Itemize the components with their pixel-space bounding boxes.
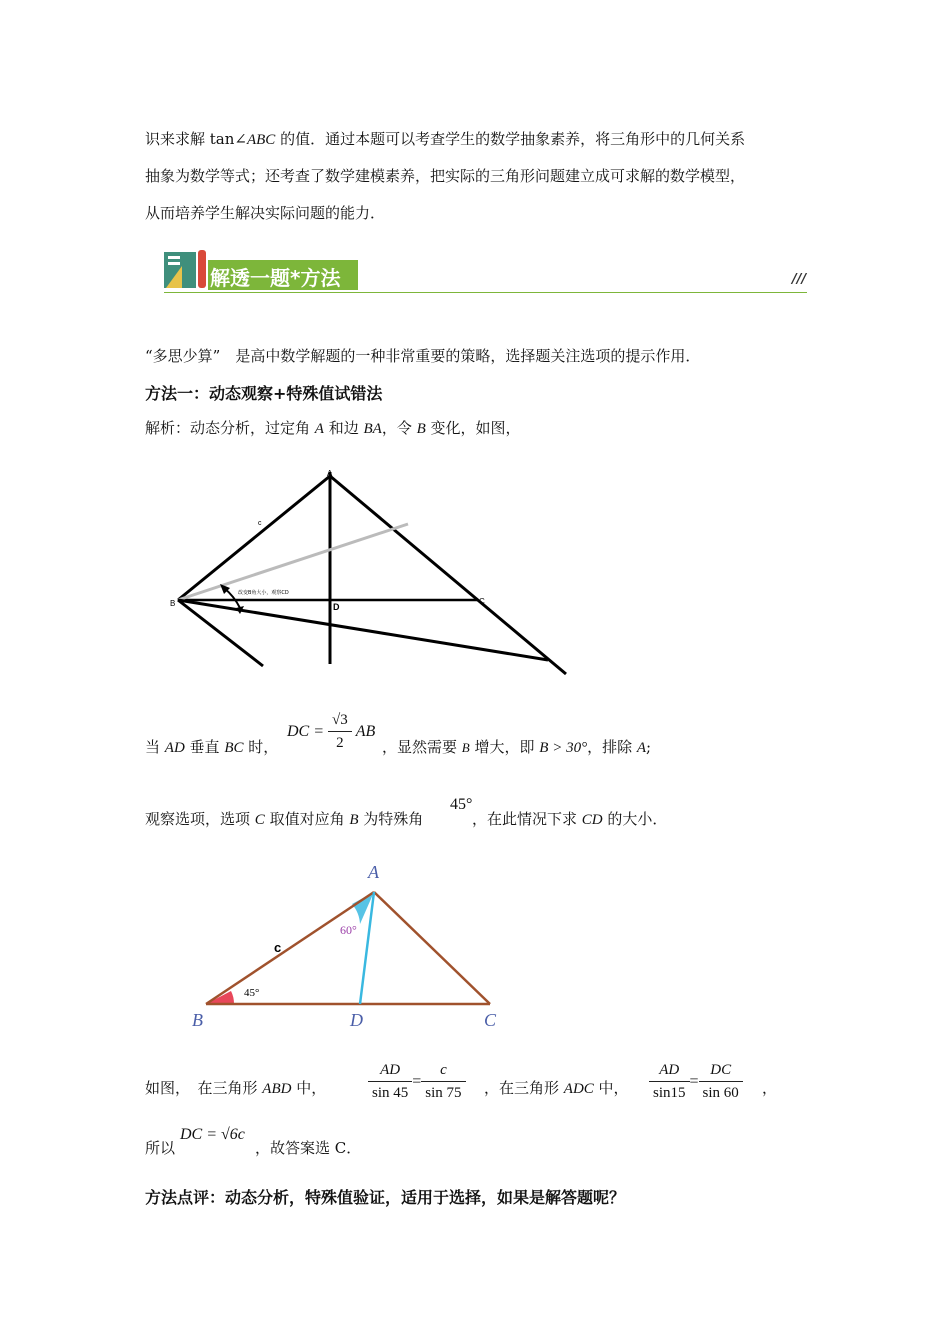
eq2-formula-2: $\frac{AD}{\sin 15}$ = $\frac{DC}{\sin 60}$ [649, 1062, 743, 1102]
fig1-label-A: A [327, 469, 333, 478]
fig1-note: 改变B角大小，观察CD [238, 590, 289, 596]
fig1-label-C: C [479, 597, 485, 606]
conclusion-suffix: ，故答案选 C． [255, 1139, 362, 1157]
intro-line-1: 识来求解 tan∠ABC 的值．通过本题可以考查学生的数学抽象素养，将三角形中的几何关系 [145, 130, 746, 148]
eq2-prefix: 如图， 在三角形 ABD 中， [145, 1079, 327, 1097]
banner-title: 解透一题*方法 [210, 266, 341, 290]
fig2-angle-B: 45° [244, 987, 260, 999]
fig2-label-c: c [274, 940, 282, 955]
eq2-suffix: ， [762, 1079, 778, 1097]
conclusion-prefix: 所以 [145, 1139, 176, 1157]
fig1-label-c: c [258, 520, 262, 527]
fig1-label-B: B [170, 599, 176, 608]
eq1-prefix: 当 AD 垂直 BC 时， [145, 738, 279, 756]
analysis-text: 解析：动态分析，过定角 A 和边 BA，令 B 变化，如图， [145, 419, 521, 437]
banner-mark: /// [792, 272, 807, 287]
fig2-angle-A: 60° [340, 923, 357, 937]
eq2-middle: ，在三角形 ADC 中， [484, 1079, 629, 1097]
strategy-text: “多思少算” 是高中数学解题的一种非常重要的策略，选择题关注选项的提示作用． [145, 347, 701, 365]
figure-dynamic-triangle [168, 466, 578, 678]
banner-underline [164, 292, 807, 293]
intro-line-2: 抽象为数学等式；还考查了数学建模素养，把实际的三角形问题建立成可求解的数学模型， [145, 167, 746, 185]
observe-angle: 45° [450, 796, 473, 813]
eq1-suffix: ，显然需要 B 增大，即 B > 30°，排除 A; [382, 738, 652, 756]
figure-special-angle-triangle [188, 858, 518, 1038]
fig2-label-B: B [192, 1010, 203, 1030]
fig2-label-A: A [368, 862, 379, 882]
observe-text-b: ，在此情况下求 CD 的大小． [472, 810, 668, 828]
observe-text-a: 观察选项，选项 C 取值对应角 B 为特殊角 [145, 810, 424, 828]
fig2-label-D: D [350, 1010, 363, 1030]
eq1-formula: DC = $\frac{√3}{2}$ AB [287, 712, 376, 751]
fig1-label-D: D [333, 602, 340, 612]
method1-title: 方法一：动态观察+特殊值试错法 [145, 384, 383, 403]
intro-line-3: 从而培养学生解决实际问题的能力． [145, 204, 386, 222]
eq2-formula-1: $\frac{AD}{\sin 45}$ = $\frac{c}{\sin 75}$ [368, 1062, 466, 1102]
conclusion-expr: DC = √6c [180, 1126, 245, 1143]
fig2-label-C: C [484, 1010, 497, 1030]
method-review: 方法点评：动态分析，特殊值验证，适用于选择，如果是解答题呢？ [145, 1188, 626, 1207]
